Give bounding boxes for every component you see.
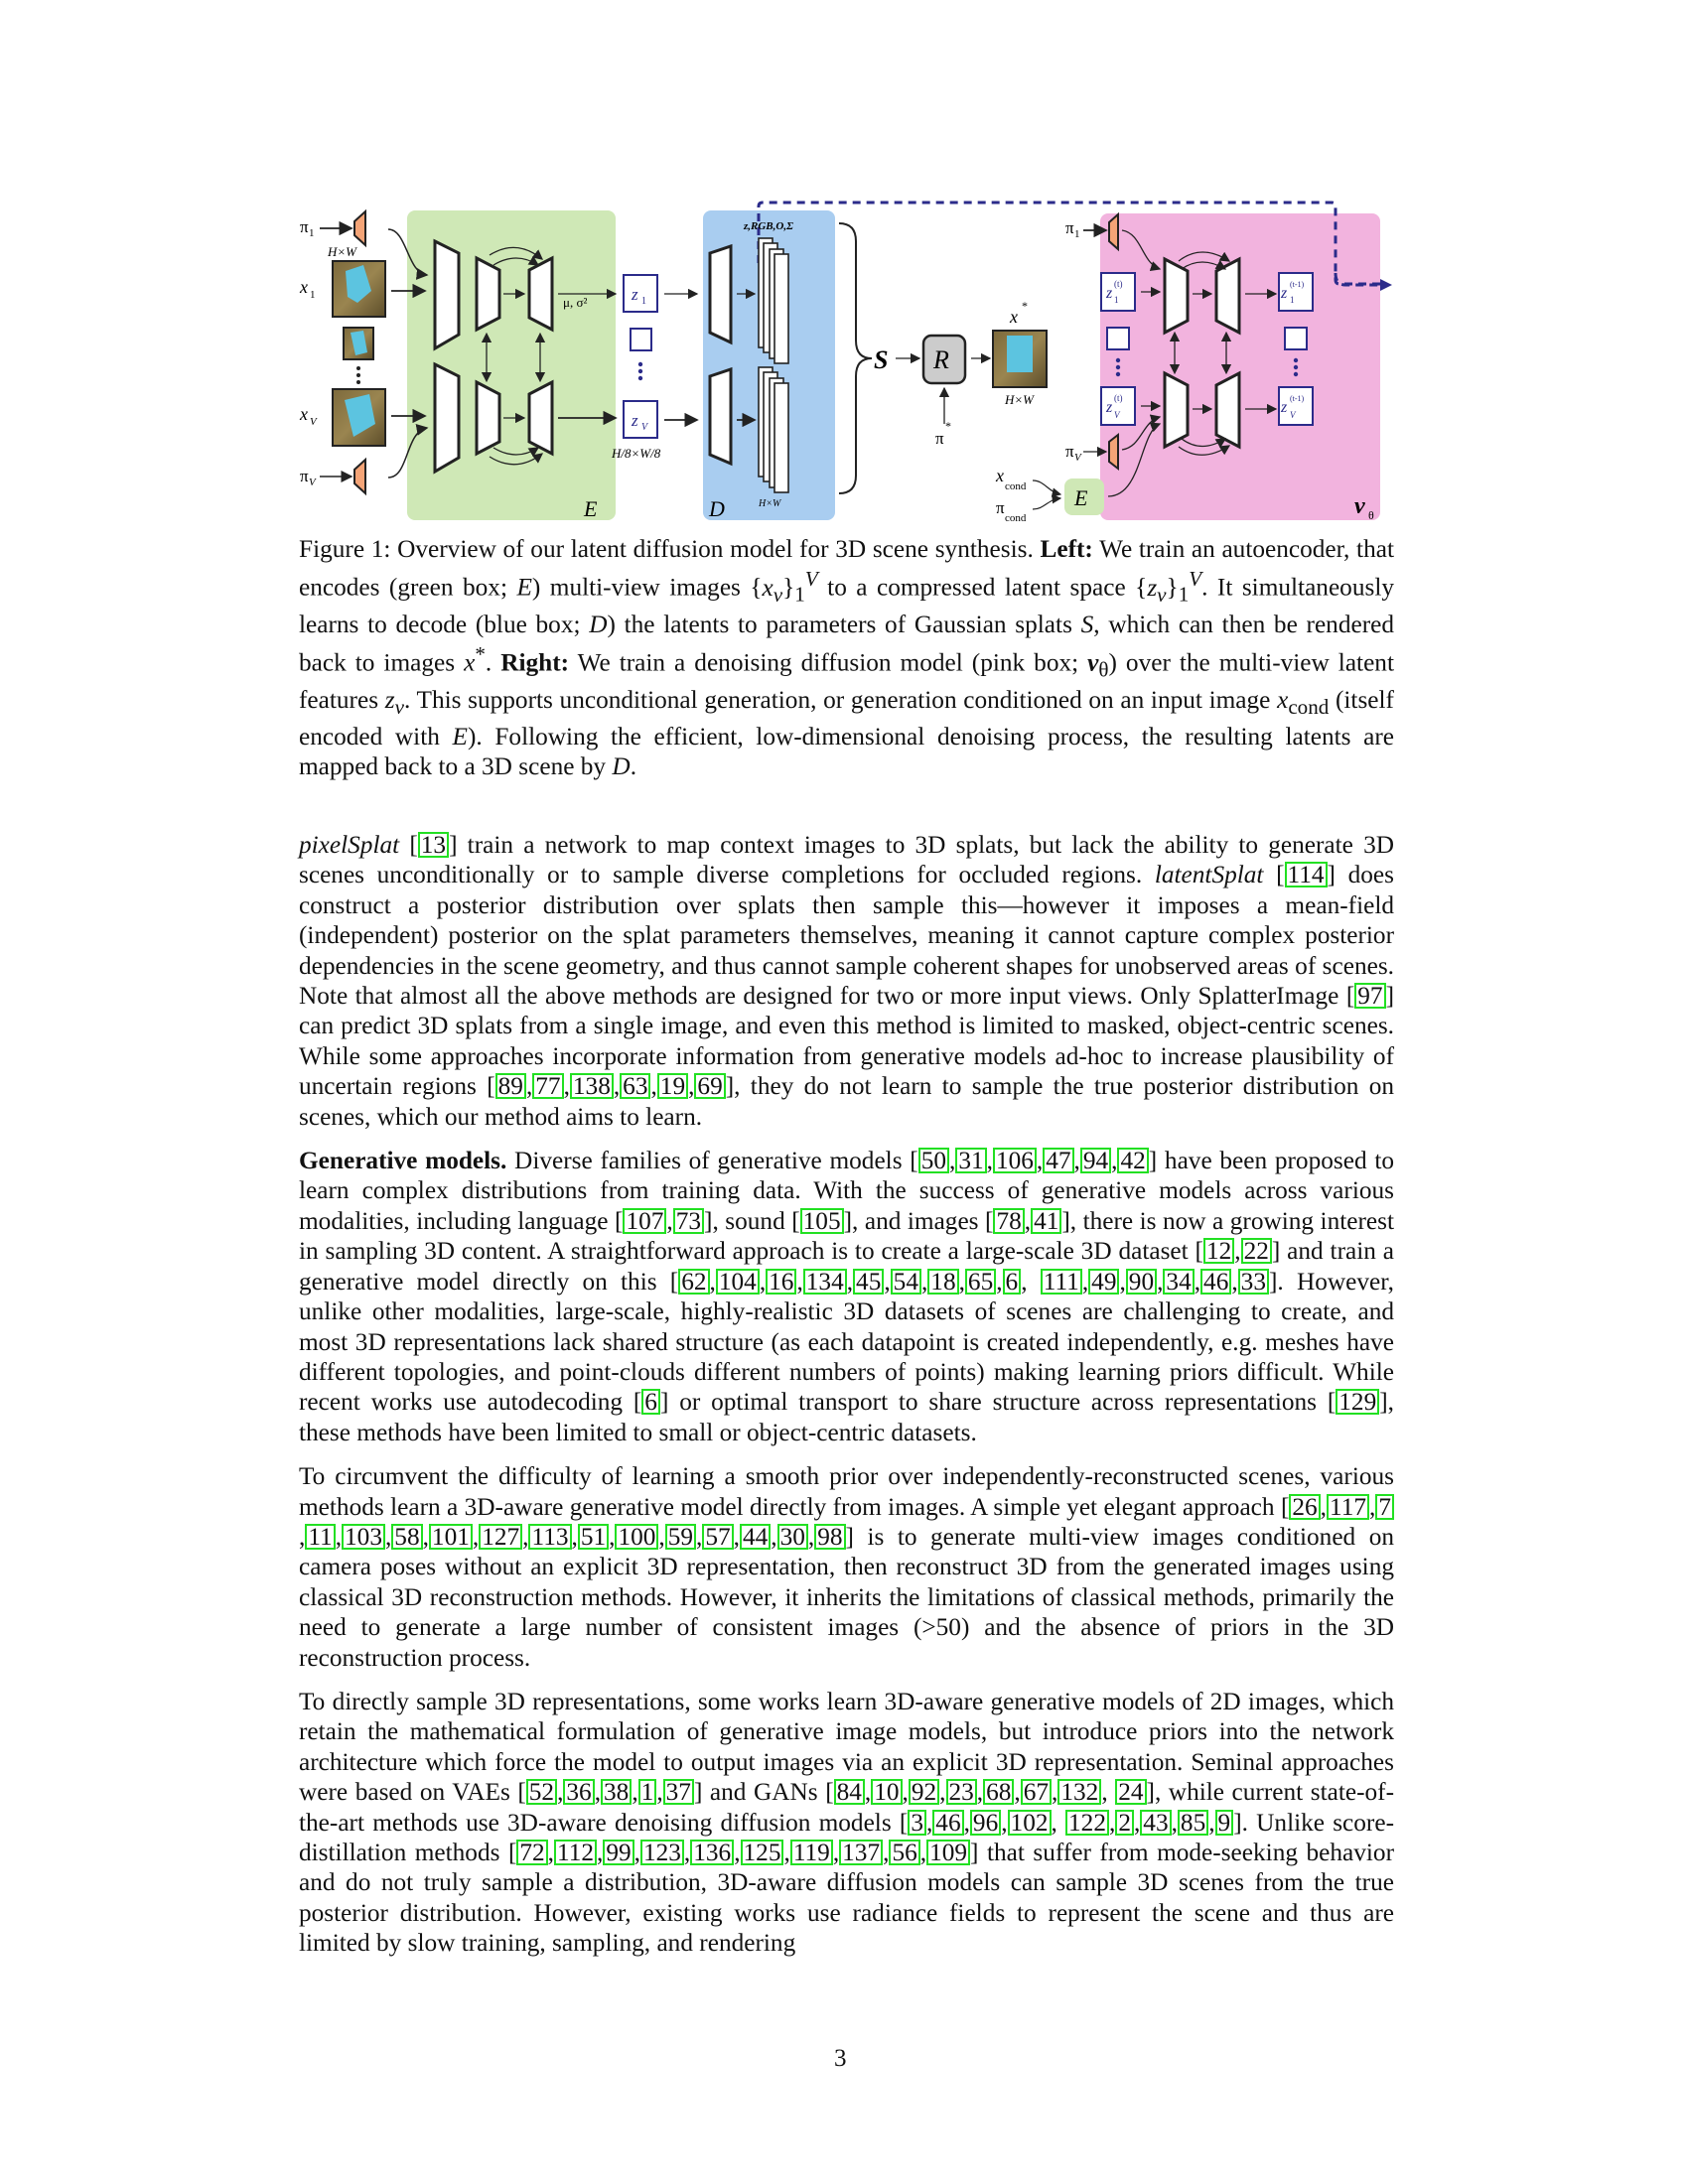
svg-text:1: 1 <box>310 289 316 301</box>
latent-zV <box>624 401 657 438</box>
citation-link[interactable]: 101 <box>429 1524 473 1550</box>
svg-text:1: 1 <box>1074 228 1080 240</box>
citation-link[interactable]: 43 <box>1140 1810 1171 1836</box>
citation-link[interactable]: 33 <box>1238 1269 1269 1295</box>
citation-link[interactable]: 103 <box>342 1524 385 1550</box>
citation-link[interactable]: 58 <box>391 1524 422 1550</box>
citation-link[interactable]: 104 <box>716 1269 760 1295</box>
citation-link[interactable]: 129 <box>1336 1389 1379 1415</box>
paragraph-multiview-generation: To circumvent the difficulty of learning a smooth prior over independently-reconstructed scenes, various methods learn a 3D-aware generative model directly from images. A simple yet elegant approach [ 26 , 117 , 7, 11 , 103 , 58 , 101 , 127 , 113 , 51 , 100 , 59 , 57 , 44 , 30 , 98 ] is to generate multi-view images conditioned on camera poses without an explicit 3D representation, then reconstruct 3D from the generated images using classical 3D reconstruction methods. However, it inherits the limitations of classical methods, primarily the need to generate a large number of consistent images (>50) and the absence of priors in the 3D reconstruction process. <box>299 1462 1394 1672</box>
citation-link[interactable]: 67 <box>1021 1779 1052 1805</box>
decoder-output-size: H×W <box>759 498 781 509</box>
citation-link[interactable]: 114 <box>1285 862 1328 887</box>
citation-link[interactable]: 13 <box>418 832 449 858</box>
citation-link[interactable]: 36 <box>563 1779 594 1805</box>
pose-embed-V <box>354 460 365 493</box>
citation-link[interactable]: 47 <box>1043 1148 1073 1173</box>
citation-link[interactable]: 84 <box>834 1779 865 1805</box>
render-output-label: x <box>1010 307 1018 327</box>
svg-text:z: z <box>1106 399 1113 416</box>
svg-text:V: V <box>310 416 317 428</box>
figure-1-diagram <box>288 194 1400 526</box>
citation-link[interactable]: 59 <box>665 1524 696 1550</box>
svg-text:(t-1): (t-1) <box>1290 280 1305 289</box>
renderer-label-R: R <box>933 345 949 374</box>
svg-text:V: V <box>1114 410 1120 420</box>
citation-link[interactable]: 26 <box>1289 1494 1320 1520</box>
svg-text:V: V <box>1074 452 1081 464</box>
svg-text:*: * <box>1022 299 1028 313</box>
citation-link[interactable]: 69 <box>694 1073 725 1099</box>
citation-link[interactable]: 90 <box>1126 1269 1157 1295</box>
svg-text:x: x <box>300 277 308 297</box>
svg-text:cond: cond <box>1005 512 1027 524</box>
svg-text:(t): (t) <box>1114 393 1123 403</box>
input-size-label: H×W <box>328 244 356 259</box>
citation-link[interactable]: 136 <box>690 1840 734 1865</box>
citation-link[interactable]: 24 <box>1115 1779 1146 1805</box>
citation-link[interactable]: 137 <box>839 1840 883 1865</box>
citation-link[interactable]: 50 <box>918 1148 949 1173</box>
svg-text:1: 1 <box>309 227 315 239</box>
svg-text:π: π <box>1065 442 1074 461</box>
svg-text:θ: θ <box>1368 508 1374 522</box>
citation-link[interactable]: 77 <box>532 1073 563 1099</box>
citation-link[interactable]: 134 <box>803 1269 847 1295</box>
citation-link[interactable]: 31 <box>955 1148 986 1173</box>
citation-link[interactable]: 68 <box>983 1779 1014 1805</box>
citation-link[interactable]: 34 <box>1163 1269 1194 1295</box>
citation-link[interactable]: 96 <box>970 1810 1001 1836</box>
cond-pose-label: π <box>996 498 1005 517</box>
citation-link[interactable]: 132 <box>1057 1779 1101 1805</box>
citation-link[interactable]: 122 <box>1065 1810 1109 1836</box>
citation-link[interactable]: 51 <box>578 1524 609 1550</box>
svg-text:z: z <box>1281 399 1288 416</box>
encoder-label-E: E <box>584 496 598 521</box>
citation-link[interactable]: 111 <box>1041 1269 1082 1295</box>
citation-link[interactable]: 38 <box>601 1779 632 1805</box>
svg-text:(t-1): (t-1) <box>1290 394 1305 403</box>
citation-link[interactable]: 97 <box>1354 983 1385 1009</box>
citation-link[interactable]: 41 <box>1031 1208 1061 1234</box>
citation-link[interactable]: 106 <box>993 1148 1037 1173</box>
pose-embed-1 <box>354 211 365 245</box>
citation-link[interactable]: 113 <box>528 1524 571 1550</box>
citation-link[interactable]: 138 <box>570 1073 614 1099</box>
svg-text:z: z <box>632 411 638 430</box>
citation-link[interactable]: 54 <box>891 1269 921 1295</box>
citation-link[interactable]: 6 <box>641 1389 660 1415</box>
latent-z1 <box>624 275 657 312</box>
decoder-label-D: D <box>709 496 725 521</box>
citation-link[interactable]: 100 <box>615 1524 658 1550</box>
denoiser-label: v <box>1354 493 1365 519</box>
svg-text:1: 1 <box>1114 295 1119 305</box>
citation-link[interactable]: 73 <box>673 1208 704 1234</box>
citation-link[interactable]: 19 <box>657 1073 688 1099</box>
citation-link[interactable]: 72 <box>516 1840 547 1865</box>
citation-link[interactable]: 37 <box>663 1779 694 1805</box>
citation-link[interactable]: 12 <box>1203 1238 1234 1264</box>
svg-text:z: z <box>632 285 638 304</box>
citation-link[interactable]: 11 <box>305 1524 335 1550</box>
paragraph-related-splats: pixelSplat [ 13 ] train a network to map context images to 3D splats, but lack the ability to generate 3D scenes unconditionally or to sample diverse completions for occluded regions. latentSplat [ 114 ] does construct a posterior distribution over splats then sample this—however it imposes a mean-field (independent) posterior on the splat parameters themselves, meaning it cannot capture complex posterior dependencies in the scene geometry, and thus cannot sample coherent shapes for unobserved areas of scenes. Note that almost all the above methods are designed for two or more input views. Only SplatterImage [ 97 ] can predict 3D splats from a single image, and even this method is limited to masked, object-centric scenes. While some approaches incorporate information from generative models ad-hoc to increase plausibility of uncertain regions [ 89 , 77 , 138 , 63 , 19 , 69 ], they do not learn to sample the true posterior distribution on scenes, which our method aims to learn. <box>299 831 1395 1131</box>
decoder-params-label: z,RGB,O,Σ <box>744 220 793 232</box>
citation-link[interactable]: 23 <box>946 1779 977 1805</box>
section-heading-generative-models: Generative models. <box>299 1147 507 1175</box>
citation-link[interactable]: 94 <box>1080 1148 1111 1173</box>
citation-link[interactable]: 107 <box>623 1208 666 1234</box>
citation-link[interactable]: 105 <box>800 1208 844 1234</box>
figure-caption: Figure 1: Overview of our latent diffusion model for 3D scene synthesis. Left: We train an autoencoder, that encodes (green box; E) multi-view images $\{x_v\}_1^V$ to a compressed latent space $\{z_v\}_1^V$. It simultaneously learns to decode (blue box; D) the latents to parameters of Gaussian splats S, which can then be rendered back to images x*. Right: We train a denoising diffusion model (pink box; $v_\theta$) over the multi-view latent features $z_v$. This supports unconditional generation, or generation conditioned on an input image $x_{cond}$ (itself encoded with E). Following the efficient, low-dimensional denoising process, the resulting latents are mapped back to a 3D scene by D. <box>299 535 1394 781</box>
citation-link[interactable]: 99 <box>603 1840 633 1865</box>
citation-link[interactable]: 65 <box>965 1269 996 1295</box>
svg-text:(t): (t) <box>1114 279 1123 289</box>
citation-link[interactable]: 46 <box>1200 1269 1231 1295</box>
caption-right-label: Right: <box>500 648 570 677</box>
svg-text:cond: cond <box>1005 480 1027 492</box>
citation-link[interactable]: 112 <box>554 1840 597 1865</box>
citation-link[interactable]: 42 <box>1117 1148 1148 1173</box>
page-number: 3 <box>834 2045 847 2072</box>
caption-left-label: Left: <box>1040 535 1093 563</box>
citation-link[interactable]: 56 <box>889 1840 919 1865</box>
render-pose-label: π <box>935 429 944 448</box>
citation-link[interactable]: 46 <box>932 1810 963 1836</box>
citation-link[interactable]: 62 <box>678 1269 709 1295</box>
citation-link[interactable]: 98 <box>814 1524 845 1550</box>
citation-link[interactable]: 3 <box>908 1810 926 1836</box>
citation-link[interactable]: 44 <box>740 1524 771 1550</box>
citation-link[interactable]: 10 <box>871 1779 902 1805</box>
svg-text:z: z <box>1106 285 1113 302</box>
render-output-size: H×W <box>1005 392 1034 407</box>
citation-link[interactable]: 102 <box>1008 1810 1052 1836</box>
citation-link[interactable]: 30 <box>777 1524 808 1550</box>
svg-text:1: 1 <box>1290 295 1295 305</box>
body-text <box>299 830 1394 1973</box>
svg-text:1: 1 <box>641 296 646 307</box>
citation-link[interactable]: 9 <box>1215 1810 1234 1836</box>
citation-link[interactable]: 1 <box>638 1779 657 1805</box>
citation-link[interactable]: 89 <box>495 1073 526 1099</box>
citation-link[interactable]: 16 <box>766 1269 796 1295</box>
citation-link[interactable]: 117 <box>1327 1494 1369 1520</box>
citation-link[interactable]: 78 <box>993 1208 1024 1234</box>
pose-pi1-label: π <box>300 217 309 236</box>
denoiser-pose-embed-V <box>1109 435 1118 469</box>
latent-size-label: H/8×W/8 <box>612 446 661 461</box>
svg-text:x: x <box>300 404 308 424</box>
svg-text:V: V <box>1290 410 1296 420</box>
citation-link[interactable]: 109 <box>926 1840 970 1865</box>
citation-link[interactable]: 125 <box>741 1840 784 1865</box>
svg-text:π: π <box>300 467 309 485</box>
citation-link[interactable]: 57 <box>702 1524 733 1550</box>
caption-label: Figure 1: <box>299 535 391 563</box>
citation-link[interactable]: 45 <box>853 1269 884 1295</box>
citation-link[interactable]: 92 <box>909 1779 939 1805</box>
citation-link[interactable]: 7 <box>1375 1494 1394 1520</box>
cond-encoder-label: E <box>1074 485 1088 510</box>
citation-link[interactable]: 6 <box>1003 1269 1022 1295</box>
encoder-output-label: μ, σ² <box>563 295 588 310</box>
svg-text:*: * <box>945 419 951 433</box>
svg-text:z: z <box>1281 285 1288 302</box>
citation-link[interactable]: 18 <box>927 1269 958 1295</box>
citation-link[interactable]: 119 <box>790 1840 833 1865</box>
paragraph-3d-aware-generative: To directly sample 3D representations, some works learn 3D-aware generative models of 2D images, which retain the mathematical formulation of generative image models, but introduce priors into the network architecture which force the model to output images via an explicit 3D representation. Seminal approaches were based on VAEs [ 52 , 36 , 38 , 1 , 37 ] and GANs [ 84 , 10 , 92 , 23 , 68 , 67 , 132 , 24 ], while current state-of-the-art methods use 3D-aware denoising diffusion models [ 3 , 46 , 96 , 102 , 122 , 2 , 43 , 85 , 9 ]. Unlike score-distillation methods [ 72 , 112 , 99 , 123 , 136 , 125 , 119 , 137 , 56 , 109 ] that suffer from mode-seeking behavior and do not truly sample a distribution, 3D-aware diffusion models can sample 3D scenes from the true posterior distribution. However, existing works use radiance fields to represent the scene and thus are limited by slow training, sampling, and rendering <box>299 1687 1395 1958</box>
svg-text:V: V <box>309 477 316 488</box>
paragraph-generative-models: Generative models. Diverse families of generative models [ 50 , 31 , 106 , 47 , 94 , 42 ] have been proposed to learn complex distributions from training data. With the success of generative models across various modalities, including language [ 107 , 73 ], sound [ 105 ], and images [ 78 , 41 ], there is now a growing interest in sampling 3D content. A straightforward approach is to create a large-scale 3D dataset [ 12 , 22 ] and train a generative model directly on this [ 62 , 104 , 16 , 134 , 45 , 54 , 18 , 65 , 6 , 111 , 49 , 90 , 34 , 46 , 33 ]. However, unlike other modalities, large-scale, highly-realistic 3D datasets of scenes are challenging to create, and most 3D representations lack shared structure (as each datapoint is created independently, e.g. meshes have different topologies, and point-clouds different numbers of points) making learning priors difficult. While recent works use autodecoding [ 6 ] or optimal transport to share structure across representations [ 129 ], these methods have been limited to small or object-centric datasets. <box>299 1147 1395 1446</box>
cond-image-label: x <box>996 466 1004 485</box>
citation-link[interactable]: 85 <box>1178 1810 1208 1836</box>
citation-link[interactable]: 63 <box>620 1073 650 1099</box>
svg-text:V: V <box>641 422 648 433</box>
splats-brace <box>839 223 872 493</box>
citation-link[interactable]: 22 <box>1241 1238 1272 1264</box>
citation-link[interactable]: 52 <box>526 1779 557 1805</box>
citation-link[interactable]: 123 <box>640 1840 684 1865</box>
citation-link[interactable]: 49 <box>1088 1269 1119 1295</box>
splats-label-S: S <box>874 345 889 374</box>
svg-text:π: π <box>1065 218 1074 237</box>
citation-link[interactable]: 127 <box>479 1524 522 1550</box>
citation-link[interactable]: 2 <box>1115 1810 1134 1836</box>
